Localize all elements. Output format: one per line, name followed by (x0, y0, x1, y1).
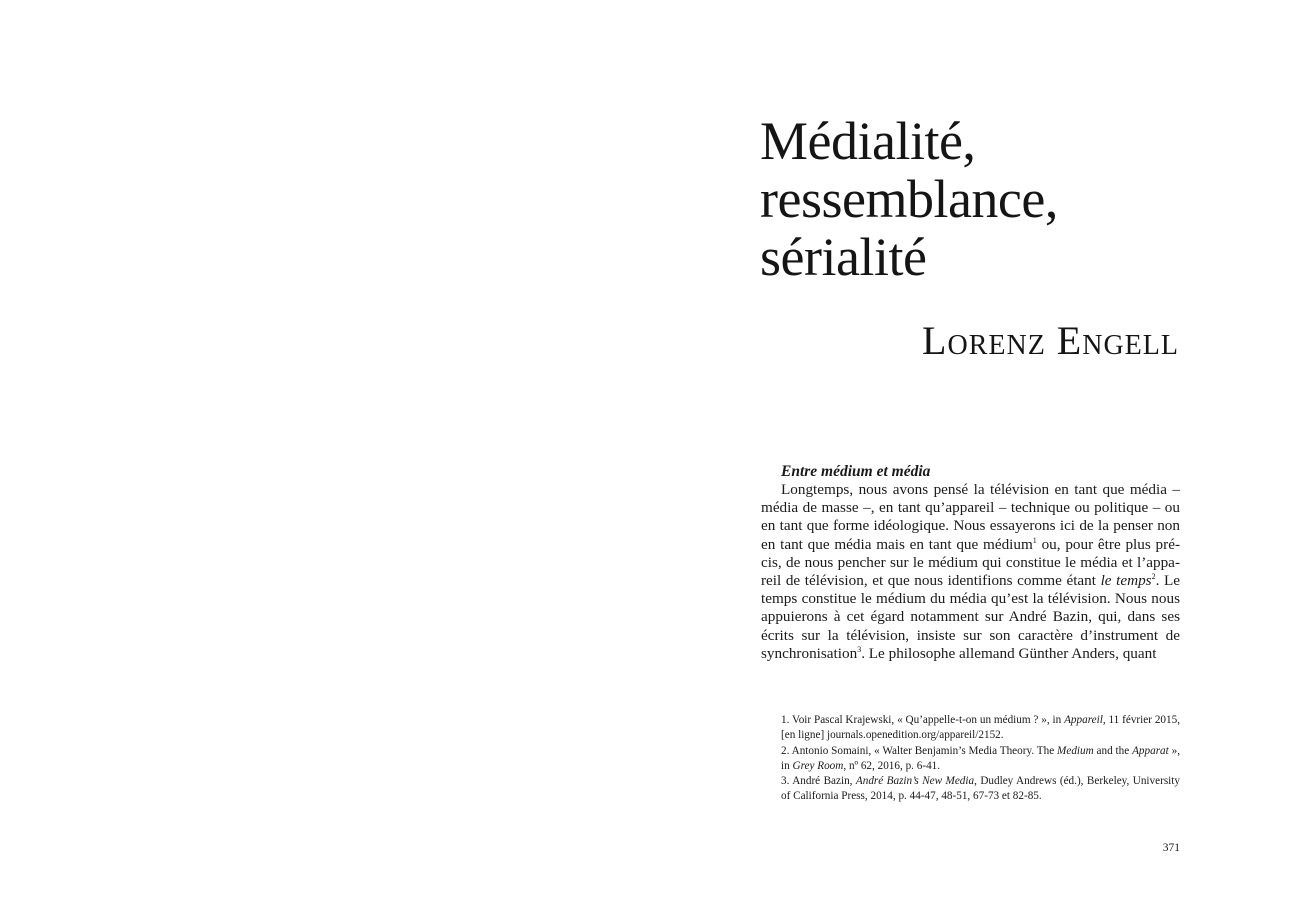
title-line-1: Médialité, (760, 111, 976, 171)
footnote-ref-1: 1 (1032, 535, 1037, 545)
footnote-ref-3: 3 (857, 644, 862, 654)
footnote-3 (781, 774, 1180, 805)
page-number: 371 (1162, 842, 1180, 854)
paragraph-text-3: . Le temps constitue le médium du média qu’est la télévision. Nous nous appuierons à cet égard notamment sur André Bazin, qui, dans ses écrits sur la télévision, insiste sur son caractère d’instrument de synchronisation (761, 572, 1180, 662)
paragraph-text-4: . Le philosophe allemand Günther Anders, quant (861, 644, 1157, 662)
title-line-3: sérialité (760, 227, 927, 287)
footnote-2-apparat: Apparat (1132, 744, 1169, 757)
footnote-2-in: », in (781, 744, 1180, 772)
footnote-1 (781, 713, 1180, 744)
footnote-3-book: André Bazin’s New Media (855, 775, 975, 788)
paragraph-emphasis: le temps (1100, 572, 1152, 590)
author-name: Lorenz Engell (922, 318, 1179, 363)
footnote-2-text: 2. Antonio Somaini, « Walter Benjamin’s Media Theory. The (781, 744, 1058, 757)
footnote-3-text: 3. André Bazin, (781, 775, 856, 788)
footnote-2-medium: Medium (1057, 744, 1094, 757)
body-paragraph (761, 481, 1180, 663)
footnote-1-text: 1. Voir Pascal Krajewski, « Qu’appelle-t-on un médium ? », in (781, 714, 1065, 726)
footnotes (781, 713, 1180, 805)
chapter-title (760, 112, 1200, 286)
body-text (761, 462, 1180, 663)
section-heading: Entre médium et média (781, 463, 931, 480)
title-line-2: ressemblance, (760, 169, 1058, 229)
footnote-2-and: and the (1093, 744, 1133, 757)
footnote-2-journal: Grey Room (792, 759, 844, 772)
paragraph-text-2: ou, pour être plus précis, de nous pencher sur le médium qui constitue le média et l’appareil de télévision, et que nous identifions comme étant (761, 535, 1180, 590)
footnote-2-rest: , nº 62, 2016, p. 6-41. (843, 759, 941, 772)
footnote-3-rest: , Dudley Andrews (éd.), Berkeley, University of California Press, 2014, p. 44-47, 48-51, 67-73 et 82-85. (781, 775, 1180, 803)
footnote-1-journal: Appareil (1064, 714, 1103, 726)
paragraph-text-1: Longtemps, nous avons pensé la télévision en tant que média – média de masse –, en tant qu’appareil – technique ou politique – ou en tant que forme idéologique. Nous essayerons ici de la penser non en tant que média mais en tant que médium (761, 481, 1180, 553)
footnote-2 (781, 744, 1180, 775)
footnote-1-rest: , 11 février 2015, [en ligne] journals.openedition.org/appareil/2152. (781, 714, 1180, 742)
footnote-ref-2: 2 (1151, 571, 1156, 581)
